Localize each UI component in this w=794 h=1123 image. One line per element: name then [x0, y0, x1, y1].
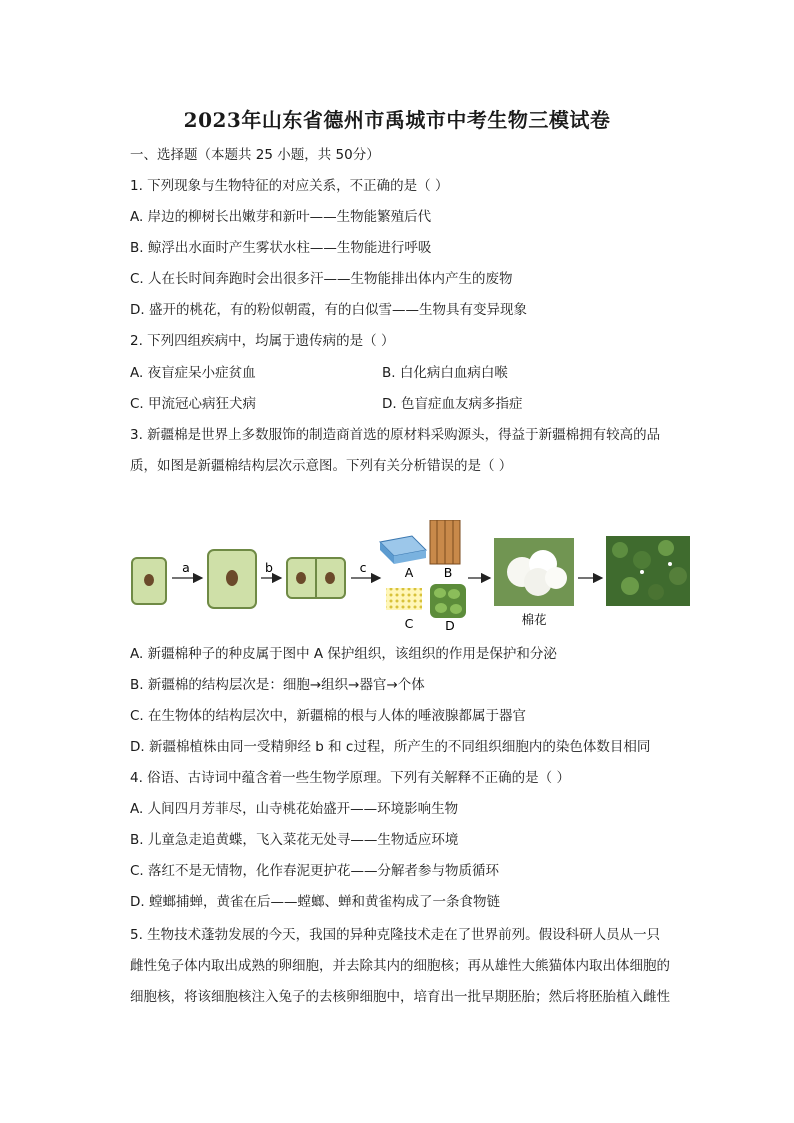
- q2-stem: 2. 下列四组疾病中，均属于遗传病的是（ ）: [130, 333, 395, 349]
- tissue-b-label: B: [443, 565, 453, 580]
- q1-option-a: A. 岸边的柳树长出嫩芽和新叶——生物能繁殖后代: [130, 209, 432, 225]
- q5-line3: 细胞核，将该细胞核注入兔子的去核卵细胞中，培育出一批早期胚胎；然后将胚胎植入雌性: [130, 989, 670, 1005]
- cotton-boll-image: [494, 538, 574, 606]
- tissue-a-label: A: [404, 565, 414, 580]
- tissue-b: [430, 520, 460, 564]
- grown-cell: [208, 550, 256, 608]
- tissue-d: [430, 584, 466, 618]
- cotton-structure-diagram: [130, 520, 695, 635]
- q1-option-c: C. 人在长时间奔跑时会出很多汗——生物能排出体内产生的废物: [130, 271, 513, 287]
- q1-option-b: B. 鲸浮出水面时产生雾状水柱——生物能进行呼吸: [130, 240, 432, 256]
- tissue-d-label: D: [445, 618, 455, 633]
- q3-stem-line2: 质，如图是新疆棉结构层次示意图。下列有关分析错误的是（ ）: [130, 458, 513, 474]
- single-cell: [132, 558, 166, 604]
- tissue-a: [380, 536, 426, 564]
- q1-option-d: D. 盛开的桃花，有的粉似朝霞，有的白似雪——生物具有变异现象: [130, 302, 527, 318]
- arrow-c-label: c: [359, 560, 367, 575]
- q2-option-b: B. 白化病白血病白喉: [382, 365, 508, 381]
- q5-line2: 雌性兔子体内取出成熟的卵细胞，并去除其内的细胞核；再从雄性大熊猫体内取出体细胞的: [130, 958, 670, 974]
- q4-option-a: A. 人间四月芳菲尽，山寺桃花始盛开——环境影响生物: [130, 801, 459, 817]
- tissue-c-label: C: [404, 616, 414, 631]
- q3-stem-line1: 3. 新疆棉是世界上多数服饰的制造商首选的原材料采购源头，得益于新疆棉拥有较高的品: [130, 427, 661, 443]
- arrow-a-label: a: [182, 560, 190, 575]
- q4-stem: 4. 俗语、古诗词中蕴含着一些生物学原理。下列有关解释不正确的是（ ）: [130, 770, 570, 786]
- dividing-cells: [287, 558, 345, 598]
- tissue-c: [386, 588, 422, 610]
- page-title: 2023年山东省德州市禹城市中考生物三模试卷: [183, 108, 611, 132]
- q3-option-b: B. 新疆棉的结构层次是：细胞→组织→器官→个体: [130, 677, 425, 693]
- cotton-field-image: [606, 536, 690, 606]
- q3-option-a: A. 新疆棉种子的种皮属于图中 A 保护组织，该组织的作用是保护和分泌: [130, 646, 557, 662]
- q4-option-d: D. 螳螂捕蝉，黄雀在后——螳螂、蝉和黄雀构成了一条食物链: [130, 894, 500, 910]
- section-heading: 一、选择题（本题共 25 小题，共 50分）: [130, 147, 380, 163]
- cotton-label: 棉花: [521, 612, 547, 627]
- q5-line1: 5. 生物技术蓬勃发展的今天，我国的异种克隆技术走在了世界前列。假设科研人员从一只: [130, 927, 661, 943]
- q1-stem: 1. 下列现象与生物特征的对应关系，不正确的是（ ）: [130, 178, 449, 194]
- q2-option-c: C. 甲流冠心病狂犬病: [130, 396, 257, 412]
- q4-option-b: B. 儿童急走追黄蝶，飞入菜花无处寻——生物适应环境: [130, 832, 459, 848]
- arrow-b-label: b: [265, 560, 273, 575]
- q4-option-c: C. 落红不是无情物，化作春泥更护花——分解者参与物质循环: [130, 863, 500, 879]
- q2-option-a: A. 夜盲症呆小症贫血: [130, 365, 256, 381]
- q3-option-d: D. 新疆棉植株由同一受精卵经 b 和 c过程，所产生的不同组织细胞内的染色体数目相同: [130, 739, 651, 755]
- q2-option-d: D. 色盲症血友病多指症: [382, 396, 523, 412]
- q3-option-c: C. 在生物体的结构层次中，新疆棉的根与人体的唾液腺都属于器官: [130, 708, 527, 724]
